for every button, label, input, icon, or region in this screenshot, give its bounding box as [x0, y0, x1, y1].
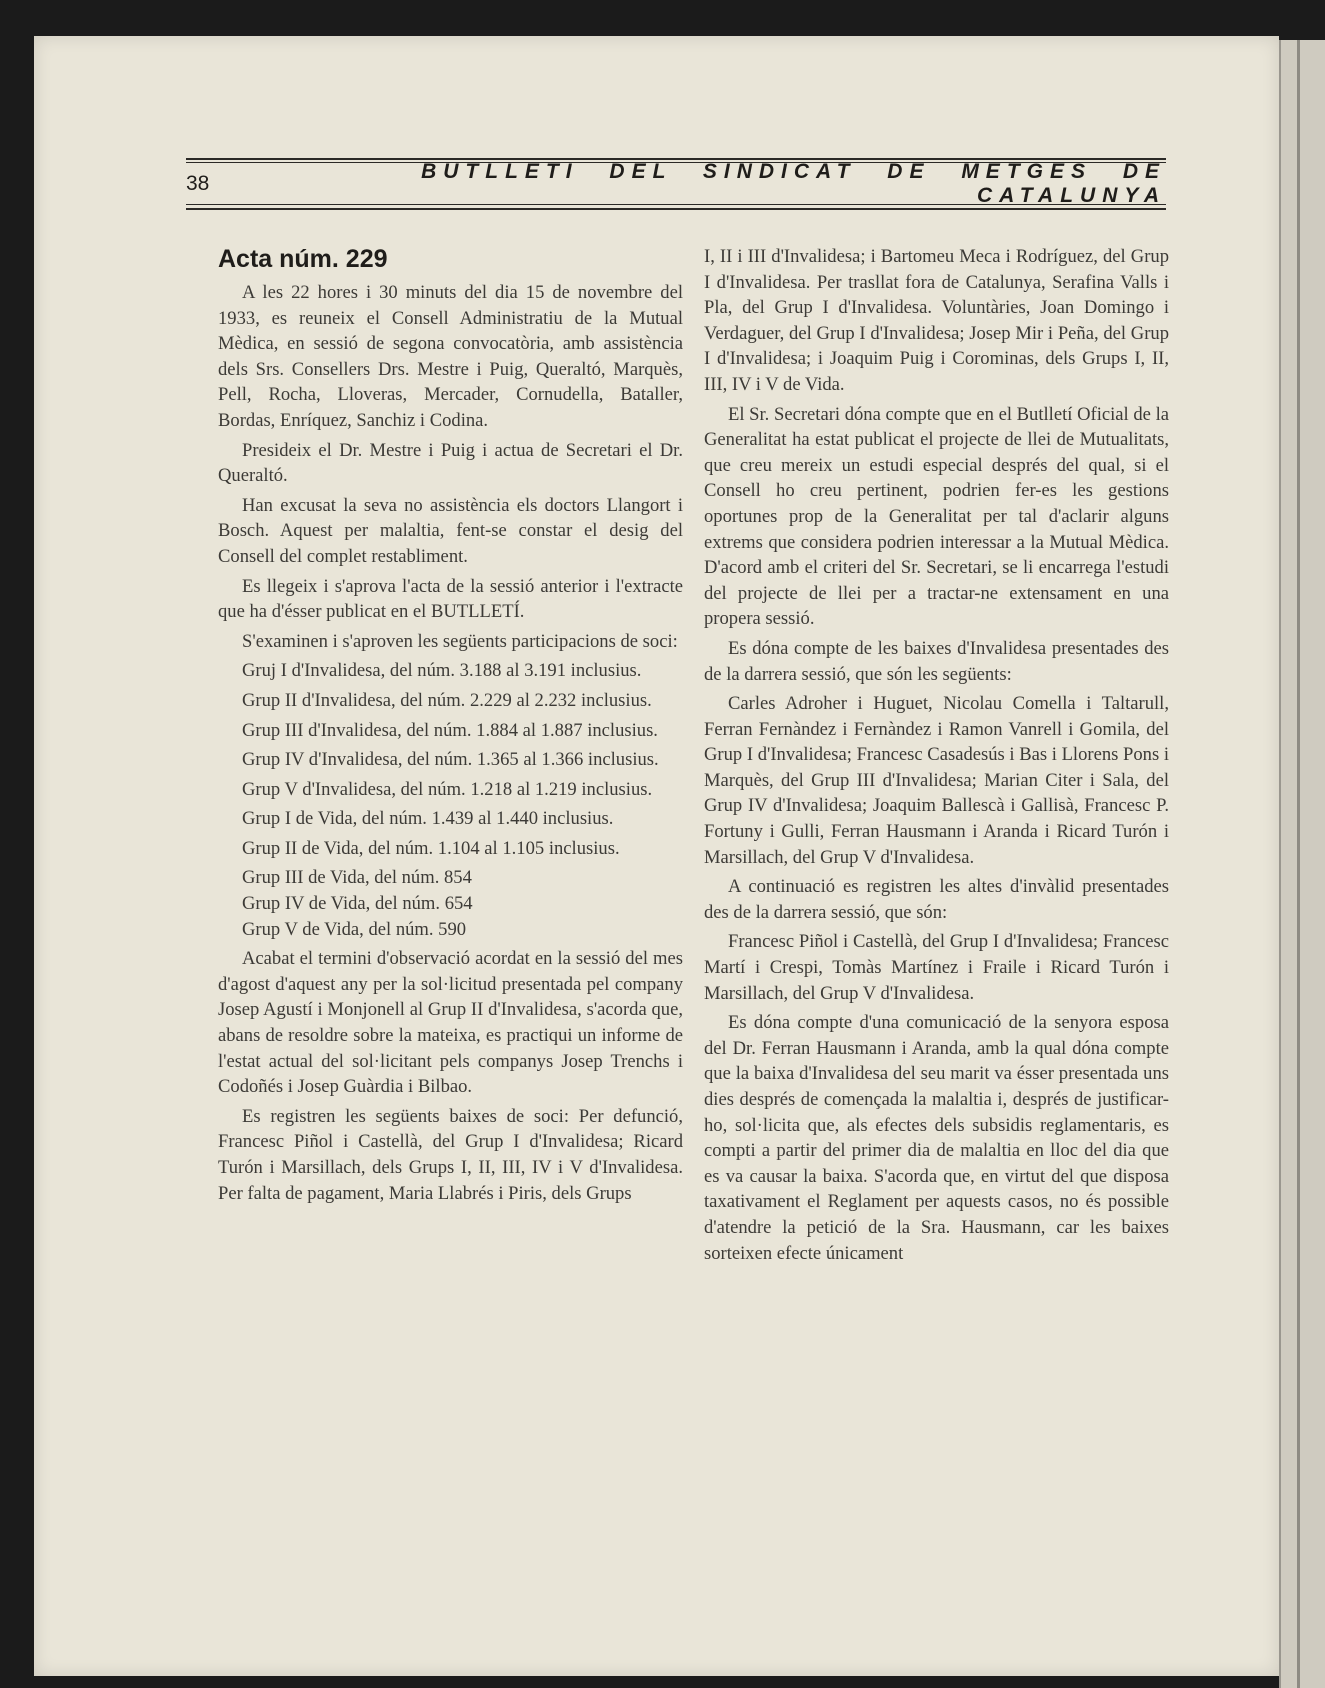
paragraph: Es dóna compte d'una comunicació de la senyora esposa del Dr. Ferran Hausmann i Aranda, amb la qual dóna compte que la baixa d'Invalidesa del seu marit va ésser presentada uns dies després de començada la malaltia i, després de justificar-ho, sol·licita que, als efectes dels subsidis reglamentaris, es compti a partir del primer dia de malaltia en lloc del dia que es va causar la baixa. S'acorda que, en virtut del que disposa taxativament el Reglament per aquests casos, no és possible d'atendre la petició de la Sra. Hausmann, car les baixes sorteixen efecte únicament — [704, 1012, 1169, 1264]
paragraph: Presideix el Dr. Mestre i Puig i actua de Secretari el Dr. Queraltó. — [218, 439, 683, 487]
paragraph: Es registren les següents baixes de soci: Per defunció, Francesc Piñol i Castellà, del Grup I d'Invalidesa; Ricard Turón i Marsillach, dels Grups I, II, III, IV i V d'Invalidesa. Per falta de pagament, Maria Llabrés i Piris, dels Grups — [218, 1105, 683, 1204]
header-rule-bottom — [186, 208, 1166, 210]
list-item: Grup IV de Vida, del núm. 654 — [242, 893, 473, 915]
paragraph: Carles Adroher i Huguet, Nicolau Comella i Taltarull, Ferran Fernàndez i Fernàndez i Ramon Vanrell i Gomila, del Grup I d'Invalidesa; Francesc Casadesús i Bas i Llorens Pons i Marquès, del Grup III d'Invalidesa; Marian Citer i Sala, del Grup IV d'Invalidesa; Joaquim Ballescà i Gallisà, Francesc P. Fortuny i Gulli, Ferran Hausmann i Aranda i Ricard Turón i Marsillach, del Grup V d'Invalidesa. — [704, 693, 1170, 868]
paragraph: El Sr. Secretari dóna compte que en el Butlletí Oficial de la Generalitat ha estat publicat el projecte de llei de Mutualitats, que creu mereix un estudi especial després del qual, si el Consell ho creu pertinent, podrien fer-es les gestions oportunes prop de la Generalitat per tal d'aclarir alguns extrems que considera podrien interessar a la Mutual Mèdica. D'acord amb el criteri del Sr. Secretari, se li encarrega l'estudi del projecte de llei per a tractar-ne extensament en una propera sessió. — [704, 403, 1169, 630]
list-item: Gruj I d'Invalidesa, del núm. 3.188 al 3.191 inclusius. — [242, 660, 642, 682]
list-item: Grup I de Vida, del núm. 1.439 al 1.440 inclusius. — [242, 808, 614, 830]
journal-title: BUTLLETI DEL SINDICAT DE METGES DE CATALUNYA — [421, 160, 1166, 207]
paragraph: I, II i III d'Invalidesa; i Bartomeu Meca i Rodríguez, del Grup I d'Invalidesa. Per trasllat fora de Catalunya, Serafina Valls i Pla, del Grup I d'Invalidesa. Voluntàries, Joan Domingo i Verdaguer, del Grup I d'Invalidesa; Josep Mir i Peña, del Grup I d'Invalidesa; i Joaquim Puig i Corominas, dels Grups I, II, III, IV i V de Vida. — [704, 246, 1169, 395]
running-header — [186, 160, 1166, 207]
article-heading: Acta núm. 229 — [218, 245, 388, 273]
list-item: Grup V d'Invalidesa, del núm. 1.218 al 1.219 inclusius. — [242, 778, 653, 800]
paragraph: Francesc Piñol i Castellà, del Grup I d'Invalidesa; Francesc Martí i Crespi, Tomàs Martínez i Fraile i Ricard Turón i Marsillach, del Grup V d'Invalidesa. — [704, 931, 1169, 1004]
facing-page-edge — [1279, 40, 1325, 1688]
list-item: Grup III d'Invalidesa, del núm. 1.884 al 1.887 inclusius. — [242, 719, 658, 741]
left-column — [218, 244, 683, 1210]
page-number: 38 — [186, 172, 210, 195]
list-item: Grup II de Vida, del núm. 1.104 al 1.105 inclusius. — [242, 837, 620, 859]
paragraph: A continuació es registren les altes d'invàlid presentades des de la darrera sessió, que són: — [704, 876, 1169, 923]
paragraph: Es llegeix i s'aprova l'acta de la sessió anterior i l'extracte que ha d'ésser publicat en el BUTLLETÍ. — [218, 575, 683, 623]
paragraph: A les 22 hores i 30 minuts del dia 15 de novembre del 1933, es reuneix el Consell Administratiu de la Mutual Mèdica, en sessió de segona convocatòria, amb assistència dels Srs. Consellers Drs. Mestre i Puig, Queraltó, Marquès, Pell, Rocha, Lloveras, Mercader, Cornudella, Bataller, Bordas, Enríquez, Sanchiz i Codina. — [218, 282, 683, 431]
right-column — [704, 244, 1169, 1270]
paragraph: Es dóna compte de les baixes d'Invalidesa presentades des de la darrera sessió, que són les següents: — [704, 637, 1169, 685]
paragraph: Han excusat la seva no assistència els doctors Llangort i Bosch. Aquest per malaltia, fent-se constar el desig del Consell del complet restabliment. — [218, 494, 683, 567]
list-item: Grup V de Vida, del núm. 590 — [242, 918, 467, 940]
header-rule-bottom-thin — [186, 204, 1166, 205]
list-item: Grup II d'Invalidesa, del núm. 2.229 al 2.232 inclusius. — [242, 689, 652, 711]
paragraph: Acabat el termini d'observació acordat en la sessió del mes d'agost d'aquest any per la sol·licitud presentada pel company Josep Agustí i Monjonell al Grup II d'Invalidesa, s'acorda que, abans de resoldre sobre la mateixa, es practiqui un informe de l'estat actual del sol·licitant pels companys Josep Trenchs i Codoñés i Josep Guàrdia i Bilbao. — [218, 948, 683, 1098]
list-item: Grup III de Vida, del núm. 854 — [242, 867, 472, 889]
list-item: Grup IV d'Invalidesa, del núm. 1.365 al 1.366 inclusius. — [242, 749, 659, 771]
paragraph: S'examinen i s'aproven les següents participacions de soci: — [242, 630, 678, 652]
